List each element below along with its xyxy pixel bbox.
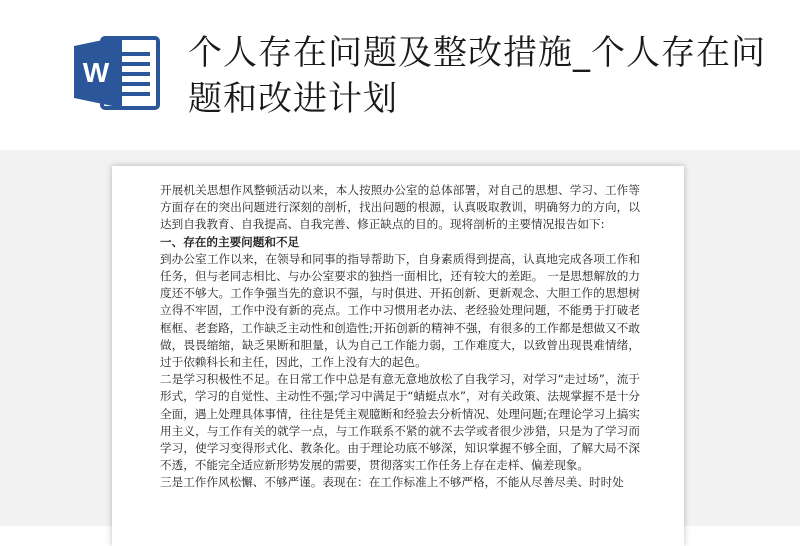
paragraph-intro: 开展机关思想作风整顿活动以来，本人按照办公室的总体部署，对自己的思想、学习、工作等方面存在的突出问题进行深刻的剖析，找出问题的根源，认真吸取教训，明确努力的方向，以达到自我教育、自我提高、自我完善、修正缺点的目的。现将剖析的主要情况报告如下: (160, 183, 640, 232)
document-content (160, 182, 640, 492)
paragraph-problem-2: 二是学习积极性不足。在日常工作中总是有意无意地放松了自我学习，对学习“走过场”，流于形式，学习的自觉性、主动性不强;学习中满足于“蜻蜓点水”，对有关政策、法规掌握不是十分全面，遇上处理具体事情，往往是凭主观臆断和经验去分析情况、处理问题;在理论学习上搞实用主义，与工作有关的就学一点，与工作联系不紧的就不去学或者很少涉猎，只是为了学习而学习，使学习变得形式化、教条化。由于理论功底不够深，知识掌握不够全面，了解大局不深不透，不能完全适应新形势发展的需要，贯彻落实工作任务上存在走样、偏差现象。 (160, 372, 640, 473)
page-header (0, 0, 800, 160)
paragraph-problem-1: 到办公室工作以来，在领导和同事的指导帮助下，自身素质得到提高，认真地完成各项工作和任务，但与老同志相比、与办公室要求的独挡一面相比，还有较大的差距。 一是思想解放的力度还不够大。工作争强当先的意识不强，与时俱进、开拓创新、更新观念、大胆工作的思想树立得不牢固，工作中没有新的亮点。工作中习惯用老办法、老经验处理问题，不能勇于打破老框框、老套路，工作缺乏主动性和创造性;开拓创新的精神不强，有很多的工作都是想做又不敢做，畏畏缩缩，缺乏果断和胆量，认为自己工作能力弱，工作难度大，以致曾出现畏难情绪，过于依赖科长和主任，因此，工作上没有大的起色。 (160, 251, 640, 370)
section-heading: 一、存在的主要问题和不足 (160, 234, 300, 249)
paragraph-problem-3: 三是工作作风松懈、不够严谨。表现在：在工作标准上不够严格，不能从尽善尽美、时时处 (160, 475, 624, 490)
word-icon-letter: W (82, 57, 110, 88)
word-document-icon (72, 32, 162, 112)
page-title: 个人存在问题及整改措施_个人存在问题和改进计划 (188, 33, 766, 119)
document-page (112, 166, 684, 546)
